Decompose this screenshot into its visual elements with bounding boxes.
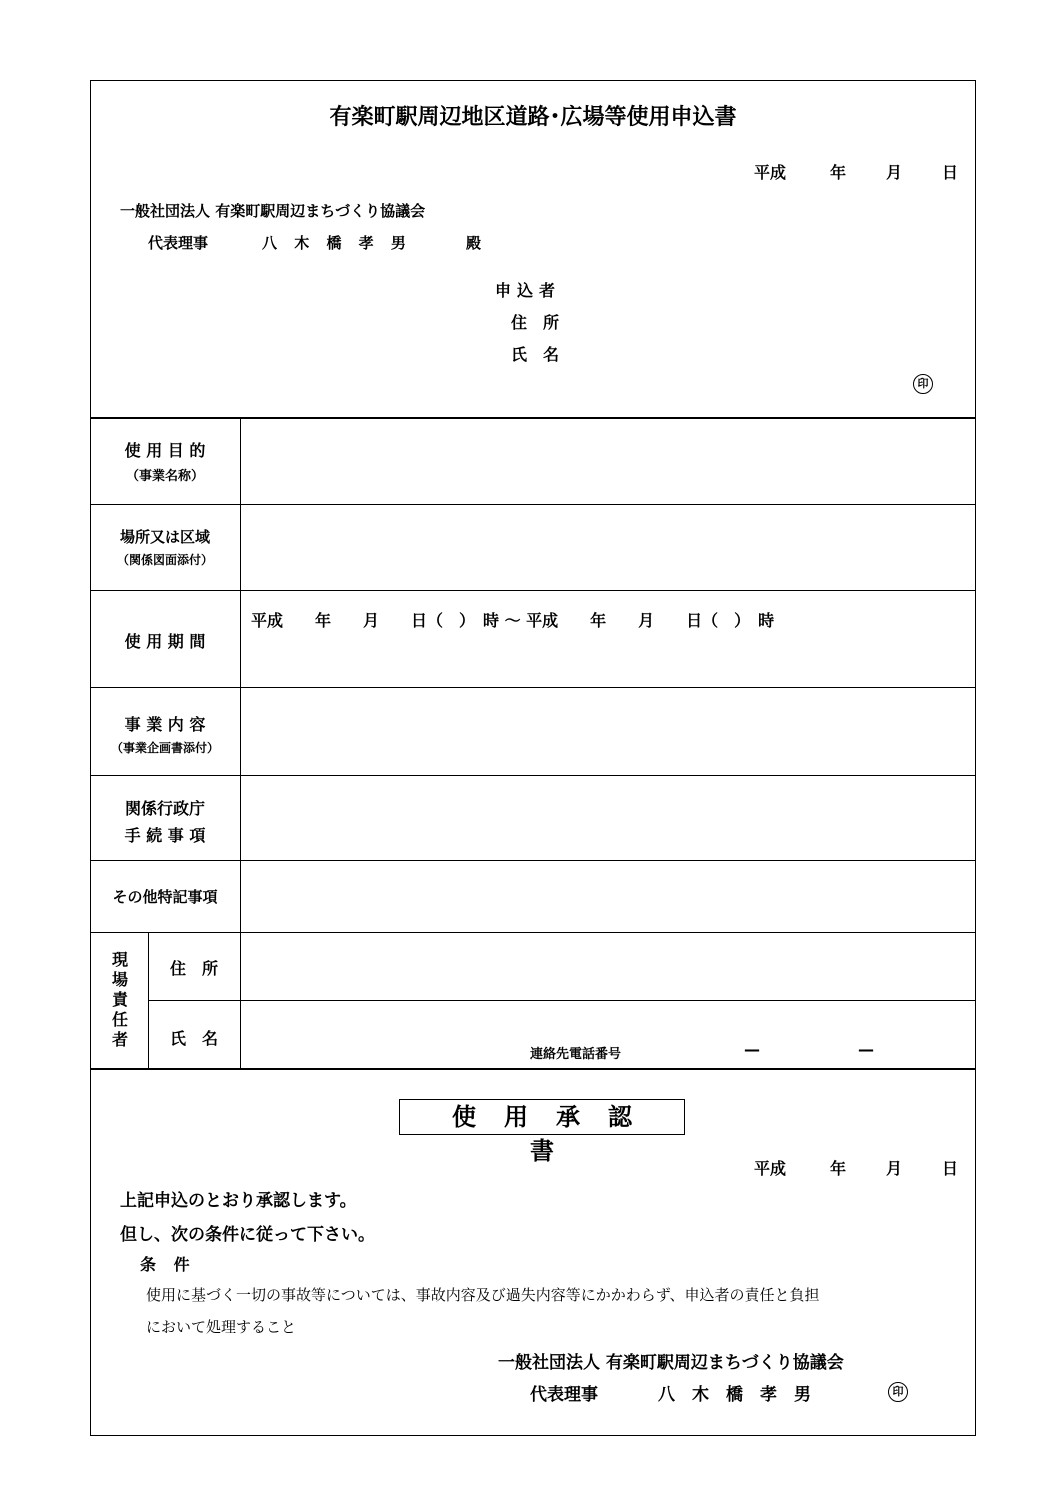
approval-rep-title: 代表理事 [530, 1385, 598, 1405]
phone-label: 連絡先電話番号 [530, 1047, 622, 1062]
purpose-sublabel: （事業名称） [125, 469, 204, 484]
phone-dash-1: — [744, 1040, 760, 1059]
divider [90, 504, 976, 505]
date-era: 平成 [754, 163, 787, 182]
content-sublabel: （事業企画書添付） [110, 741, 219, 755]
purpose-label: 使 用 目 的 [124, 441, 206, 460]
approval-line-2: 但し、次の条件に従って下さい。 [120, 1225, 375, 1245]
admin-label-2: 手 続 事 項 [124, 826, 206, 845]
addressee-org: 一般社団法人 有楽町駅周辺まちづくり協議会 [120, 202, 426, 220]
applicant-heading: 申込者 [495, 281, 562, 300]
phone-dash-2: — [858, 1040, 874, 1059]
divider [90, 860, 976, 861]
approval-line-1: 上記申込のとおり承認します。 [120, 1191, 357, 1211]
approval-date-month: 月 [886, 1159, 903, 1178]
purpose-label-cell [90, 438, 240, 484]
divider [90, 590, 976, 591]
approval-date-era: 平成 [754, 1159, 787, 1178]
form-title: 有楽町駅周辺地区道路･広場等使用申込書 [329, 105, 737, 130]
date-month: 月 [886, 163, 903, 182]
addressee-rep-title: 代表理事 [148, 234, 209, 252]
responsible-label: 現場責任者 [111, 950, 128, 1049]
responsible-address-label: 住 所 [169, 959, 218, 978]
period-content: 平成 年 月 日（ ） 時 ～ 平成 年 月 日（ ） 時 [251, 611, 775, 630]
divider [90, 932, 976, 933]
applicant-address-label: 住 所 [511, 313, 560, 332]
condition-text-2: において処理すること [146, 1318, 297, 1336]
other-label: その他特記事項 [112, 888, 218, 906]
addressee-honorific: 殿 [466, 234, 482, 252]
divider [90, 775, 976, 776]
period-label: 使 用 期 間 [124, 632, 206, 651]
condition-text-1: 使用に基づく一切の事故等については、事故内容及び過失内容等にかかわらず、申込者の責任と負担 [146, 1286, 820, 1304]
date-year: 年 [830, 163, 847, 182]
condition-heading: 条 件 [140, 1255, 196, 1274]
divider [90, 1068, 976, 1070]
content-label-cell [90, 712, 240, 756]
approval-seal-icon: 印 [888, 1382, 908, 1402]
applicant-name-label: 氏 名 [511, 345, 560, 364]
approval-title: 使用承認書 [399, 1099, 685, 1135]
applicant-seal-icon: 印 [913, 374, 933, 394]
approval-date-day: 日 [942, 1159, 959, 1178]
responsible-name-label: 氏 名 [169, 1029, 218, 1048]
divider [148, 1000, 976, 1001]
approval-date-year: 年 [830, 1159, 847, 1178]
content-label: 事 業 内 容 [124, 715, 206, 734]
location-label-cell [90, 526, 240, 568]
location-sublabel: （関係図面添付） [116, 553, 213, 567]
addressee-rep-name: 八 木 橋 孝 男 [262, 234, 412, 252]
location-label: 場所又は区域 [119, 528, 210, 546]
approval-rep-name: 八 木 橋 孝 男 [658, 1385, 811, 1405]
column-divider [240, 418, 241, 1069]
divider [90, 687, 976, 688]
date-day: 日 [942, 163, 959, 182]
approval-org: 一般社団法人 有楽町駅周辺まちづくり協議会 [498, 1353, 844, 1373]
admin-label-cell [90, 796, 240, 846]
admin-label-1: 関係行政庁 [124, 799, 205, 818]
divider [90, 417, 976, 419]
